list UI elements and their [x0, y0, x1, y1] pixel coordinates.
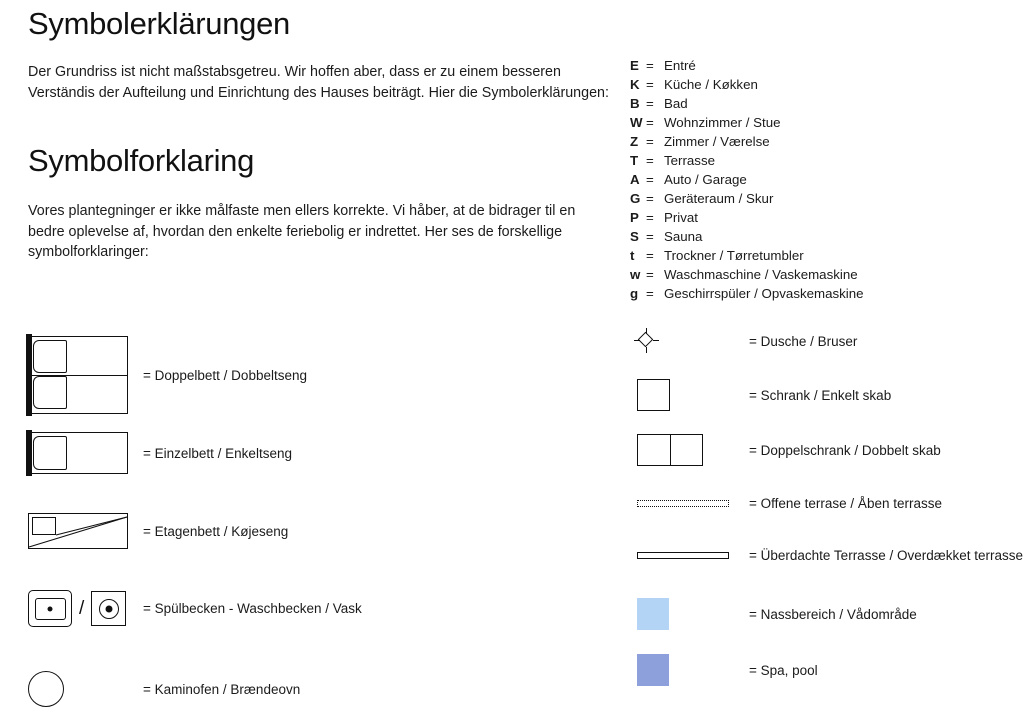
- abbreviation-equals: =: [646, 134, 654, 149]
- abbreviation-row: [630, 94, 864, 113]
- legend-row-open-terrace: [637, 496, 942, 511]
- stove-icon: [28, 671, 133, 707]
- abbreviation-value: Zimmer / Værelse: [664, 134, 770, 149]
- legend-label-stove: = Kaminofen / Brændeovn: [143, 681, 301, 697]
- legend-row-single-bed: [28, 432, 292, 474]
- abbreviation-value: Wohnzimmer / Stue: [664, 115, 781, 130]
- bunk-bed-icon: [28, 513, 133, 549]
- legend-row-wet-area: [637, 598, 917, 630]
- sink-square-icon: [28, 590, 72, 627]
- open-terrace-icon: [637, 500, 749, 507]
- legend-label-double-cabinet: = Doppelschrank / Dobbelt skab: [749, 442, 941, 458]
- legend-label-wet-area: = Nassbereich / Vådområde: [749, 606, 917, 622]
- abbreviation-value: Sauna: [664, 229, 703, 244]
- legend-row-covered-terrace: [637, 548, 1023, 563]
- abbreviation-value: Privat: [664, 210, 698, 225]
- legend-label-single-bed: = Einzelbett / Enkeltseng: [143, 445, 292, 461]
- abbreviation-row: [630, 113, 864, 132]
- legend-row-bunk-bed: [28, 513, 288, 549]
- bunk-bed-diagonal-line: [28, 513, 128, 549]
- legend-label-open-terrace: = Offene terrase / Åben terrasse: [749, 496, 942, 511]
- abbreviation-row: [630, 189, 864, 208]
- separator-slash: /: [79, 597, 85, 619]
- abbreviation-row: [630, 246, 864, 265]
- abbreviation-row: [630, 132, 864, 151]
- abbreviation-equals: =: [646, 286, 654, 301]
- abbreviation-value: Auto / Garage: [664, 172, 747, 187]
- abbreviation-list: [630, 56, 864, 303]
- sink-icon: [28, 590, 133, 627]
- abbreviation-value: Bad: [664, 96, 688, 111]
- legend-label-bunk-bed: = Etagenbett / Køjeseng: [143, 523, 289, 539]
- legend-row-shower: [637, 331, 857, 351]
- legend-label-single-cabinet: = Schrank / Enkelt skab: [749, 387, 892, 403]
- abbreviation-row: [630, 170, 864, 189]
- abbreviation-equals: =: [646, 191, 654, 206]
- abbreviation-key: G: [630, 191, 641, 206]
- abbreviation-key: t: [630, 248, 635, 263]
- abbreviation-equals: =: [646, 267, 654, 282]
- left-text-column: [28, 0, 613, 263]
- legend-label-sink: = Spülbecken - Waschbecken / Vask: [143, 601, 362, 616]
- legend-row-sink: [28, 590, 362, 627]
- page-title-de: Symbolerklärungen: [28, 6, 290, 41]
- abbreviation-row: [630, 151, 864, 170]
- double-cabinet-icon: [637, 434, 749, 466]
- legend-label-covered-terrace: = Überdachte Terrasse / Overdækket terrasse: [749, 548, 1023, 563]
- abbreviation-equals: =: [646, 172, 654, 187]
- legend-label-spa-pool: = Spa, pool: [749, 662, 818, 678]
- shower-icon: [637, 331, 749, 351]
- legend-row-stove: [28, 671, 300, 707]
- abbreviation-equals: =: [646, 229, 654, 244]
- abbreviation-value: Trockner / Tørretumbler: [664, 248, 804, 263]
- intro-paragraph-de: Der Grundriss ist nicht maßstabsgetreu. Wir hoffen aber, dass er zu einem besseren Verständis der Aufteilung und Einrichtung des Hauses beiträgt. Hier die Symbolerklärungen:: [28, 64, 609, 101]
- abbreviation-value: Entré: [664, 58, 696, 73]
- legend-label-shower: = Dusche / Bruser: [749, 333, 858, 349]
- abbreviation-value: Geschirrspüler / Opvaskemaskine: [664, 286, 864, 301]
- abbreviation-value: Terrasse: [664, 153, 715, 168]
- abbreviation-key: A: [630, 172, 640, 187]
- abbreviation-key: P: [630, 210, 639, 225]
- legend-row-double-cabinet: [637, 434, 941, 466]
- abbreviation-equals: =: [646, 96, 654, 111]
- covered-terrace-icon: [637, 552, 749, 559]
- abbreviation-equals: =: [646, 248, 654, 263]
- intro-paragraph-dk: Vores plantegninger er ikke målfaste men ellers korrekte. Vi håber, at de bidrager til en bedre oplevelse af, hvordan den enkelte feriebolig er indrettet. Her ses de forskellige symbolforklaringer:: [28, 203, 576, 260]
- abbreviation-row: [630, 75, 864, 94]
- abbreviation-key: w: [630, 267, 641, 282]
- abbreviation-value: Geräteraum / Skur: [664, 191, 774, 206]
- spa-pool-swatch: [637, 654, 749, 686]
- abbreviation-value: Küche / Køkken: [664, 77, 758, 92]
- legend-row-single-cabinet: [637, 379, 891, 411]
- abbreviation-row: [630, 284, 864, 303]
- abbreviation-equals: =: [646, 58, 654, 73]
- abbreviation-key: E: [630, 58, 639, 73]
- abbreviation-key: S: [630, 229, 639, 244]
- abbreviation-row: [630, 208, 864, 227]
- legend-row-double-bed: [28, 336, 307, 414]
- abbreviation-key: g: [630, 286, 639, 301]
- abbreviation-key: Z: [630, 134, 639, 149]
- abbreviation-equals: =: [646, 77, 654, 92]
- abbreviation-equals: =: [646, 115, 654, 130]
- abbreviation-key: K: [630, 77, 640, 92]
- abbreviation-row: [630, 56, 864, 75]
- page-title-dk: Symbolforklaring: [28, 143, 255, 178]
- single-cabinet-icon: [637, 379, 749, 411]
- abbreviation-key: T: [630, 153, 639, 168]
- double-bed-icon: [28, 336, 133, 414]
- legend-row-spa-pool: [637, 654, 818, 686]
- abbreviation-value: Waschmaschine / Vaskemaskine: [664, 267, 858, 282]
- legend-label-double-bed: = Doppelbett / Dobbeltseng: [143, 367, 307, 383]
- wet-area-swatch: [637, 598, 749, 630]
- abbreviation-equals: =: [646, 153, 654, 168]
- washbasin-round-icon: [91, 591, 126, 626]
- abbreviation-key: W: [630, 115, 643, 130]
- abbreviation-row: [630, 265, 864, 284]
- abbreviation-row: [630, 227, 864, 246]
- abbreviation-key: B: [630, 96, 640, 111]
- abbreviation-equals: =: [646, 210, 654, 225]
- single-bed-icon: [28, 432, 133, 474]
